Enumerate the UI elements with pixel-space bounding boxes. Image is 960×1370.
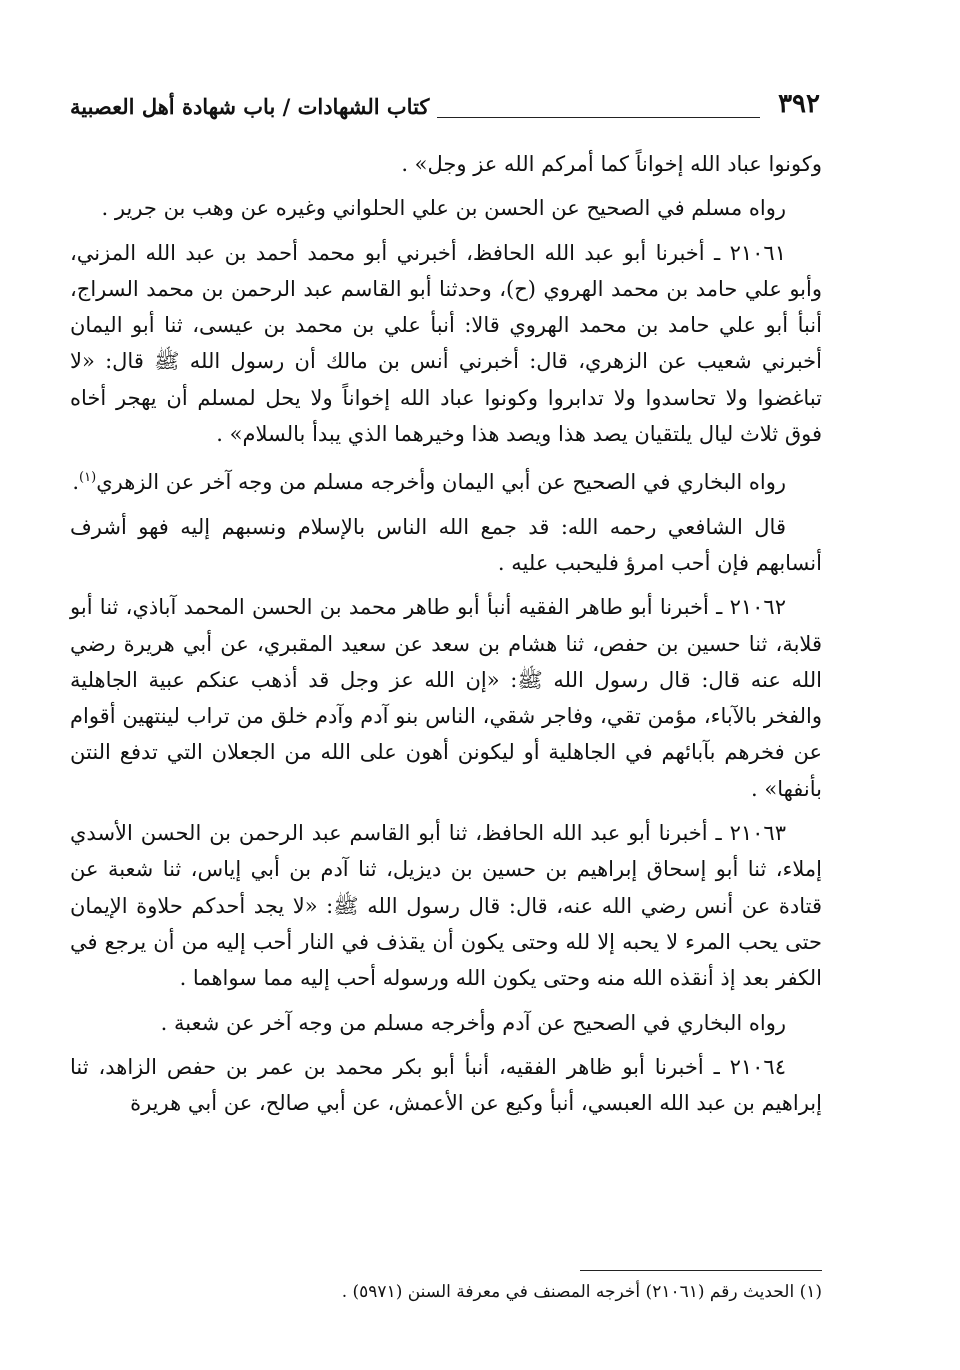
footnote-rule [580,1270,822,1271]
running-title: كتاب الشهادات / باب شهادة أهل العصبية [70,88,437,126]
hadith-21061: ٢١٠٦١ ـ أخبرنا أبو عبد الله الحافظ، أخبرني أبو محمد أحمد بن عبد الله المزني، وأبو علي حامد بن محمد الهروي (ح)، وحدثنا أبو القاسم عبد الرحمن بن محمد السراج، أنبأ أبو علي حامد بن محمد الهروي قالا: أنبأ علي بن محمد بن عيسى، ثنا أبو اليمان أخبرني شعيب عن الزهري، قال: أخبرني أنس بن مالك أن رسول الله ﷺ قال: «لا تباغضوا ولا تحاسدوا ولا تدابروا وكونوا عباد الله إخواناً ولا يحل لمسلم أن يهجر أخاه فوق ثلاث ليال يلتقيان يصد هذا ويصد هذا وخيرهما الذي يبدأ بالسلام» . [70,240,822,447]
footnote-marker: (١) [79,470,97,486]
footnote: (١) الحديث رقم (٢١٠٦١) أخرجه المصنف في معرفة السنن (٥٩٧١) . [341,1282,822,1302]
paragraph-text: رواه البخاري في الصحيح عن أبي اليمان وأخرجه مسلم من وجه آخر عن الزهري [96,470,786,495]
paragraph: رواه مسلم في الصحيح عن الحسن بن علي الحلواني وغيره عن وهب بن جرير . [101,196,786,221]
paragraph: رواه البخاري في الصحيح عن آدم وأخرجه مسلم من وجه آخر عن شعبة . [160,1010,786,1035]
main-text [70,146,822,1129]
hadith-21064: ٢١٠٦٤ ـ أخبرنا أبو ظاهر الفقيه، أنبأ أبو بكر محمد بن عمر بن حفص الزاهد، ثنا إبراهيم بن عبد الله العبسي، أنبأ وكيع عن الأعمش، عن أبي صالح، عن أبي هريرة [70,1054,822,1116]
paragraph: وكونوا عباد الله إخواناً كما أمركم الله عز وجل» . [401,152,822,176]
paragraph-with-footnote [70,460,822,500]
hadith-21063: ٢١٠٦٣ ـ أخبرنا أبو عبد الله الحافظ، ثنا أبو القاسم عبد الرحمن بن الحسن الأسدي إملاء، ثنا أبو إسحاق إبراهيم بن حسين بن ديزيل، ثنا آدم بن أبي إياس، ثنا شعبة عن قتادة عن أنس رضي الله عنه، قال: قال رسول الله ﷺ: «لا يجد أحدكم حلاوة الإيمان حتى يحب المرء لا يحبه إلا لله وحتى يكون أن يقذف في النار أحب إليه من أن يرجع في الكفر بعد إذ أنقذه الله منه وحتى يكون الله ورسوله أحب إليه مما سواهما . [70,821,822,991]
hadith-21062: ٢١٠٦٢ ـ أخبرنا أبو طاهر الفقيه أنبأ أبو طاهر محمد بن الحسن المحمد آباذي، ثنا أبو قلابة، ثنا حسين بن حفص، ثنا هشام بن سعد عن سعيد المقبري، عن أبي هريرة رضي الله عنه قال: قال رسول الله ﷺ: «إن الله عز وجل قد أذهب عنكم عبية الجاهلية والفخر بالآباء، مؤمن تقي، وفاجر شقي، الناس بنو آدم وآدم خلق من تراب لينتهين أقوام عن فخرهم بآبائهم في الجاهلية أو ليكونن أهون على الله من الجعلان التي تدفع النتن بأنفها» . [70,595,822,801]
paragraph: قال الشافعي رحمه الله: قد جمع الله الناس بالإسلام ونسبهم إليه فهو أشرف أنسابهم فإن أحب امرؤ فليحبب عليه . [70,514,822,575]
page-number: ٣٩٢ [778,89,820,119]
paragraph-end: . [72,470,80,495]
